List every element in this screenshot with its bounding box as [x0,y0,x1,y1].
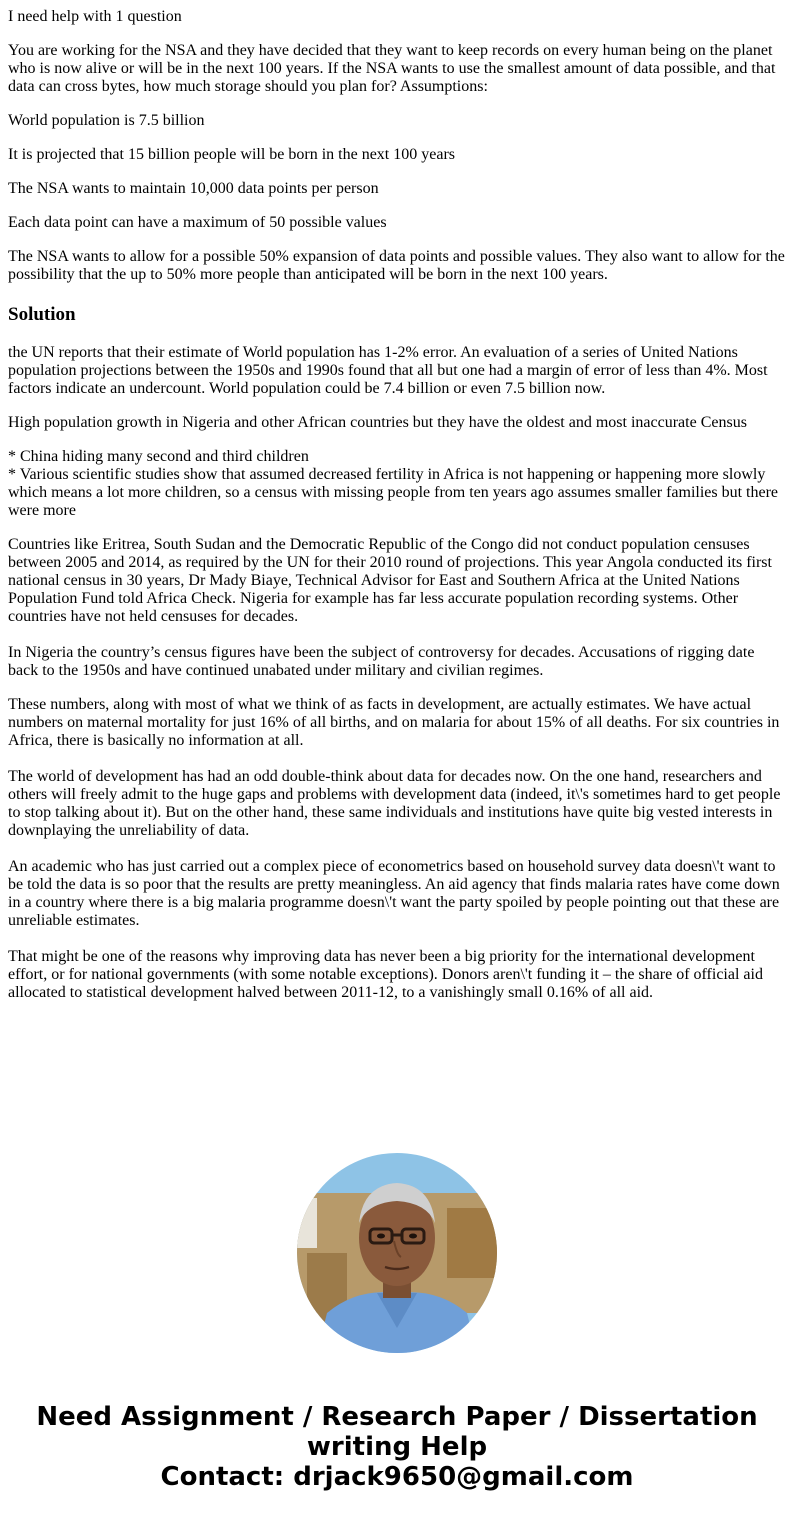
solution-heading: Solution [8,304,76,325]
solution-paragraph: * China hiding many second and third children * Various scientific studies show that assumed decreased fertility in Africa is not happening or happening more slowly which means a lot more children, so a census with missing people from ten years ago assumes smaller families but there were more [8,448,779,519]
author-portrait [297,1153,497,1353]
article-content [8,0,789,1018]
assumption-data-points: The NSA wants to maintain 10,000 data points per person [8,180,379,197]
footer-line: writing Help [306,1432,488,1462]
question-intro: I need help with 1 question [8,8,182,25]
footer-line: Need Assignment / Research Paper / Dissertation [36,1402,758,1432]
author-avatar [297,1153,497,1353]
solution-paragraph: These numbers, along with most of what we think of as facts in development, are actually estimates. We have actual numbers on maternal mortality for just 16% of all births, and on malaria for about 15% of all deaths. For six countries in Africa, there is basically no information at all. The world of development has had an odd double-think about data for decades now. On the one hand, researchers and others will freely admit to the huge gaps and problems with development data (indeed, it\'s sometimes hard to get people to stop talking about it). But on the other hand, these same individuals and institutions have quite big vested interests in downplaying the unreliability of data. An academic who has just carried out a complex piece of econometrics based on household survey data doesn\'t want to be told the data is so poor that the results are pretty meaningless. An aid agency that finds malaria rates have come down in a country where there is a big malaria programme doesn\'t want the party spoiled by people pointing out that these are unreliable estimates. That might be one of the reasons why improving data has never been a big priority for the international development effort, or for national governments (with some notable exceptions). Donors aren\'t funding it – the share of official aid allocated to statistical development halved between 2011-12, to a vanishingly small 0.16% of all aid. [8,696,781,1001]
solution-paragraph: High population growth in Nigeria and other African countries but they have the oldest and most inaccurate Census [8,414,747,431]
question-prompt: You are working for the NSA and they have decided that they want to keep records on every human being on the planet who is now alive or will be in the next 100 years. If the NSA wants to use the smallest amount of data possible, and that data can cross bytes, how much storage should you plan for? Assumptions: [8,42,780,95]
footer-contact: Contact: drjack9650@gmail.com [160,1462,634,1492]
assumption-expansion: The NSA wants to allow for a possible 50% expansion of data points and possible values. They also want to allow for the possibility that the up to 50% more people than anticipated will be born in the next 100 years. [8,248,789,283]
assumption-population: World population is 7.5 billion [8,112,205,129]
solution-paragraph: the UN reports that their estimate of World population has 1-2% error. An evaluation of a series of United Nations population projections between the 1950s and 1990s found that all but one had a margin of error of less than 4%. Most factors indicate an undercount. World population could be 7.4 billion or even 7.5 billion now. [8,344,772,397]
assumption-births: It is projected that 15 billion people will be born in the next 100 years [8,146,456,163]
footer-banner [0,1402,794,1492]
solution-paragraph: Countries like Eritrea, South Sudan and the Democratic Republic of the Congo did not conduct population censuses between 2005 and 2014, as required by the UN for their 2010 round of projections. This year Angola conducted its first national census in 30 years, Dr Mady Biaye, Technical Advisor for East and Southern Africa at the United Nations Population Fund told Africa Check. Nigeria for example has far less accurate population recording systems. Other countries have not held censuses for decades. In Nigeria the country’s census figures have been the subject of controversy for decades. Accusations of rigging date back to the 1950s and have continued unabated under military and civilian regimes. [8,536,772,679]
assumption-values: Each data point can have a maximum of 50 possible values [8,214,387,231]
